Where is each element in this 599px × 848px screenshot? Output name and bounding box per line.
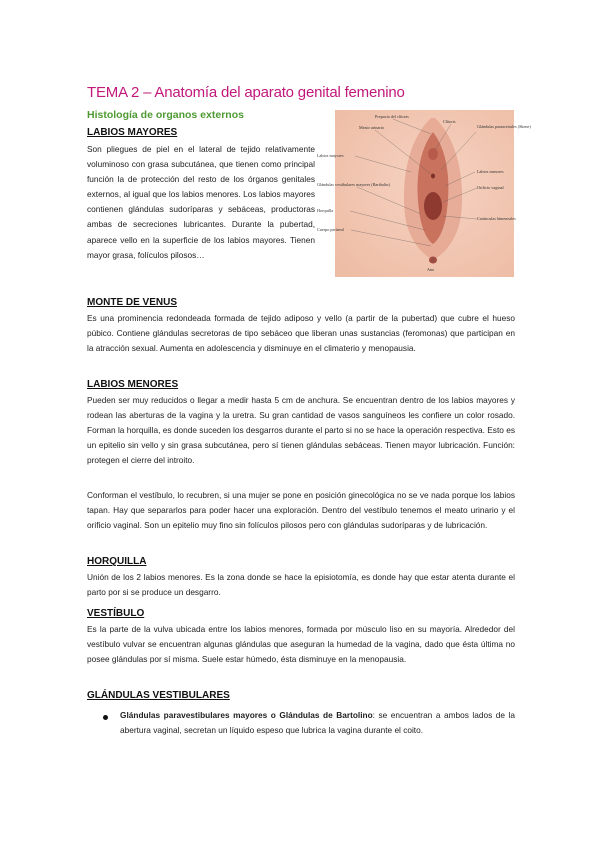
label-prepucio: Prepucio del clítoris (375, 114, 409, 119)
text-monte-venus: Es una prominencia redondeada formada de tejido adiposo y vello (a partir de la pubertad) que cubre el hueso púbico. Contiene glándulas secretoras de tipo sebáceo que liberan unas sustancias (feromonas) que participan en la atracción sexual. Aumenta en adolescencia y disminuye en el climaterio y menopausia. (87, 313, 515, 354)
text-labios-mayores: Son pliegues de piel en el lateral de tejido relativamente voluminoso con grasa subcutánea, que tienen como principal función la de protección del resto de los órganos genitales externos, al igual que los labios menores. Los labios mayores contienen glándulas sudoríparas y sebáceas, productoras ambas de secreciones lubricantes. Durante la pubertad, aparece vello en la superficie de los labios mayores. Tienen mayor grasa, folículos pilosos… (87, 144, 315, 260)
text-labios-menores-1: Pueden ser muy reducidos o llegar a medir hasta 5 cm de anchura. Se encuentran dentro de los labios mayores y rodean las aberturas de la vagina y la uretra. Su gran cantidad de vasos sanguíneos les confiere un color rosado. Forman la horquilla, es donde suceden los desgarros durante el parto si no se hace la operación respectiva. Esto es un epitelio sin vello y sin grasa subcutánea, pero sí tienen glándulas sebáceas. Tienen mayor lubricación. Función: protegen el cierre del introito. (87, 395, 515, 466)
label-ano: Ano (427, 267, 435, 272)
label-labios-menores: Labios menores (477, 169, 504, 174)
label-labios-mayores: Labios mayores (317, 153, 344, 158)
page-subtitle: Histología de organos externos (87, 109, 244, 121)
text-labios-menores-2: Conforman el vestíbulo, lo recubren, si una mujer se pone en posición ginecológica no se ve nada porque los labios tapan. Hay que separarlos para poder hacer una exploración. Dentro del vestíbulo tenemos el meato urinario y el orificio vaginal. Son un epitelio muy fino sin folículos pilosos pero con glándulas sudoríparas y de lubricación. (87, 490, 515, 531)
label-meato: Meato urinario (359, 125, 385, 130)
heading-vestibulo: VESTÍBULO (87, 608, 145, 619)
label-horquilla: Horquilla (317, 208, 334, 213)
heading-glandulas: GLÁNDULAS VESTIBULARES (87, 690, 230, 701)
bullet-dot (103, 715, 108, 720)
anatomy-figure (313, 110, 531, 277)
heading-horquilla: HORQUILLA (87, 556, 147, 567)
heading-labios-mayores: LABIOS MAYORES (87, 127, 178, 138)
page-title: TEMA 2 – Anatomía del aparato genital femenino (87, 84, 405, 101)
label-glandulas-para: Glándulas parauretrales (Skene) (477, 124, 531, 129)
heading-monte-venus: MONTE DE VENUS (87, 297, 178, 308)
label-orificio: Orificio vaginal (477, 185, 504, 190)
meatus-shape (431, 174, 435, 179)
bartolino-description: : se encuentran a ambos lados de la abertura vaginal, secretan un líquido espeso que lubrica la vagina durante el coito. (120, 710, 515, 736)
clitoris-shape (428, 148, 438, 160)
label-carunculas: Carúnculas himeneales (477, 216, 516, 221)
list-item-bartolino (120, 708, 515, 738)
text-horquilla: Unión de los 2 labios menores. Es la zona donde se hace la episiotomía, es donde hay que estar atenta durante el parto por si se produce un desgarro. (87, 572, 515, 598)
heading-labios-menores: LABIOS MENORES (87, 379, 179, 390)
label-clitoris: Clítoris (443, 119, 456, 124)
label-cuerpo: Cuerpo perineal (317, 227, 344, 232)
vulva-illustration (313, 110, 531, 277)
text-vestibulo: Es la parte de la vulva ubicada entre los labios menores, formada por músculo liso en su mayoría. Alrededor del vestíbulo vulvar se encuentran algunas glándulas que aseguran la humedad de la vagina, dado que ésta última no posee glándulas por sí misma. Suele estar húmedo, ésta disminuye en la menopausia. (87, 624, 515, 665)
label-glandulas-vest: Glándulas vestibulares mayores (Bartholin) (317, 182, 390, 187)
vaginal-orifice-shape (424, 192, 442, 220)
bartolino-term: Glándulas paravestibulares mayores o Glándulas de Bartolino (120, 710, 373, 720)
